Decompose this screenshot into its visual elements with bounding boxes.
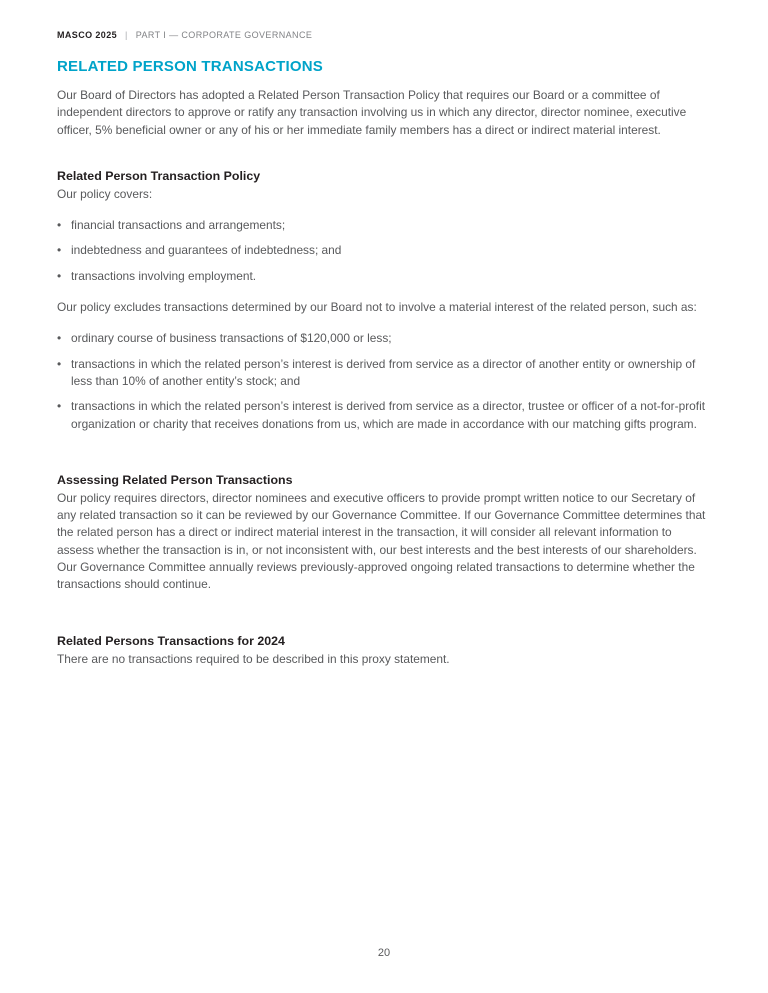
list-item: [57, 268, 711, 285]
page-content: [57, 30, 711, 680]
policy-excludes-lead: Our policy excludes transactions determined by our Board not to involve a material interest of the related person, such as:: [57, 300, 697, 315]
assessing-heading: Assessing Related Person Transactions: [57, 472, 293, 487]
bullet-icon: •: [57, 268, 62, 283]
list-item: [57, 217, 711, 234]
running-header: [57, 30, 711, 40]
intro-paragraph: Our Board of Directors has adopted a Related Person Transaction Policy that requires our Board or a committee of independent directors to approve or ratify any transaction involving us in which any director, director nominee, executive officer, 5% beneficial owner or any of his or her immediate family members has a direct or indirect material interest.: [57, 88, 687, 137]
list-item: [57, 242, 711, 259]
page-number: 20: [377, 947, 391, 959]
list-item-text: transactions involving employment.: [71, 268, 257, 283]
list-item: [57, 356, 711, 391]
assessing-paragraph: Our policy requires directors, director nominees and executive officers to provide prompt written notice to our Secretary of any related transaction so it can be reviewed by our Governance Committee. If our Governance Committee determines that the related person has a direct or indirect material interest in the transaction, it will consider all relevant information to assess whether the transaction is in, or not inconsistent with, our best interests and the best interests of our shareholders. Our Governance Committee annually reviews previously-approved ongoing related transactions to determine whether the transactions should continue.: [57, 490, 706, 592]
transactions-2024-heading: Related Persons Transactions for 2024: [57, 633, 285, 648]
policy-excludes-list: [57, 330, 711, 432]
bullet-icon: •: [57, 218, 62, 233]
transactions-2024-paragraph: There are no transactions required to be described in this proxy statement.: [57, 651, 450, 666]
policy-heading: Related Person Transaction Policy: [57, 168, 261, 183]
bullet-icon: •: [57, 356, 62, 371]
list-item: [57, 330, 711, 347]
header-separator: |: [125, 30, 128, 40]
list-item-text: financial transactions and arrangements;: [71, 218, 286, 233]
bullet-icon: •: [57, 399, 62, 414]
list-item-text: indebtedness and guarantees of indebtedness; and: [71, 243, 342, 258]
policy-covers-lead: Our policy covers:: [57, 186, 153, 201]
policy-covers-list: [57, 217, 711, 285]
bullet-icon: •: [57, 243, 62, 258]
brand-label: MASCO 2025: [57, 30, 118, 40]
list-item: [57, 398, 711, 433]
header-section-label: PART I — CORPORATE GOVERNANCE: [135, 30, 313, 40]
bullet-icon: •: [57, 331, 62, 346]
list-item-text: transactions in which the related person’s interest is derived from service as a director of another entity or ownership of less than 10% of another entity’s stock; and: [71, 356, 696, 388]
list-item-text: ordinary course of business transactions of $120,000 or less;: [71, 331, 392, 346]
list-item-text: transactions in which the related person’s interest is derived from service as a director, trustee or officer of a not-for-profit organization or charity that receives donations from us, which are made in accordance with our matching gifts program.: [71, 399, 706, 431]
page-title: RELATED PERSON TRANSACTIONS: [57, 58, 323, 75]
